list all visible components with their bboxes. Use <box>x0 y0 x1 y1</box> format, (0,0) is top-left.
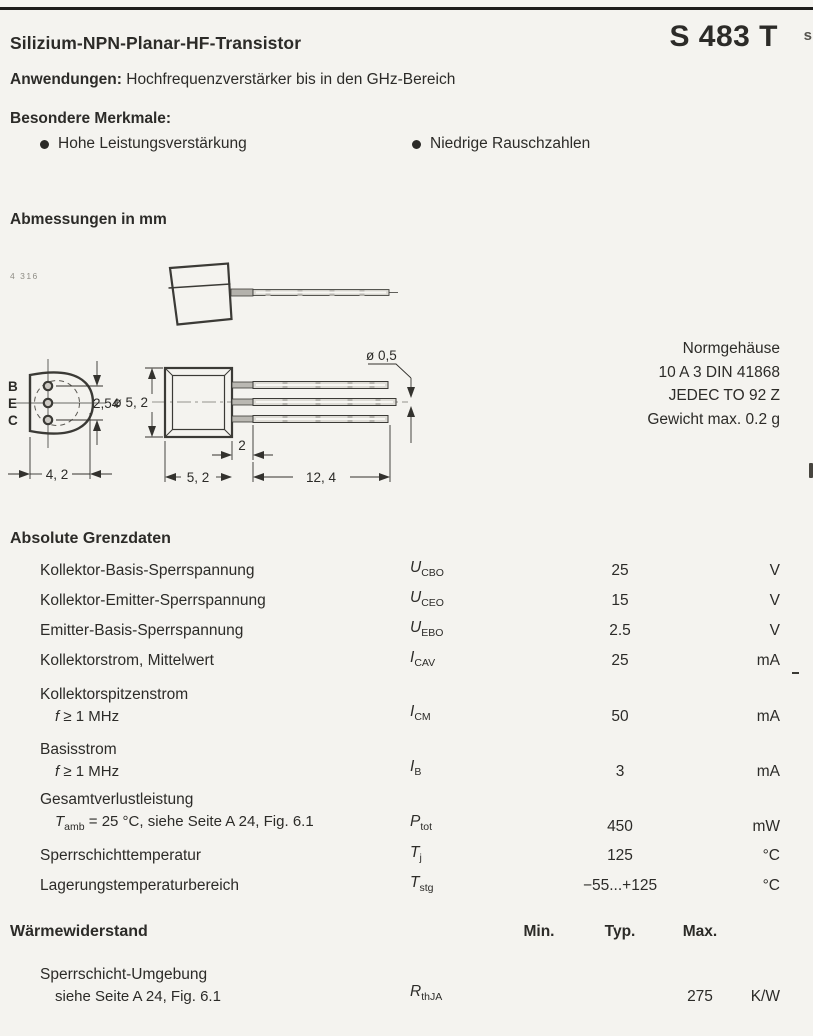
rating-label: Lagerungstemperaturbereich <box>40 877 240 894</box>
form-number: 4 316 <box>10 271 39 281</box>
pin-label-b: B <box>8 379 18 394</box>
rating-unit: °C <box>762 847 780 864</box>
thermal-rows <box>0 956 813 1011</box>
applications-text: Hochfrequenzverstärker bis in den GHz-Bereich <box>121 71 456 88</box>
dim-label-body-length: 5, 2 <box>186 470 210 485</box>
side-view <box>152 368 408 437</box>
feature-item <box>40 135 247 153</box>
rating-value: 3 <box>615 763 625 780</box>
bullet-icon <box>412 140 421 149</box>
thermal-header <box>0 922 813 942</box>
rating-unit: mA <box>756 763 780 780</box>
rating-row <box>0 871 813 901</box>
dim-label-lead-length: 12, 4 <box>305 470 337 485</box>
rating-symbol: $I_{CAV}$ <box>410 649 436 670</box>
rating-row <box>0 586 813 616</box>
rating-value: 450 <box>607 818 633 835</box>
page-title: Silizium-NPN-Planar-HF-Transistor <box>10 33 302 53</box>
rating-label: Kollektor-Emitter-Sperrspannung <box>40 592 266 609</box>
part-number: S 483 T <box>669 20 778 53</box>
thermal-section <box>0 922 813 1011</box>
rating-row <box>0 841 813 871</box>
rating-symbol: $P_{tot}$ <box>410 812 433 833</box>
package-info-line: Gewicht max. 0.2 g <box>647 410 780 428</box>
rating-symbol: $I_B$ <box>410 757 422 778</box>
rating-symbol: $U_{CEO}$ <box>410 589 444 610</box>
dimensions-heading: Abmessungen in mm <box>10 211 167 228</box>
feature-item <box>412 135 590 153</box>
rating-value: 2.5 <box>609 622 631 639</box>
rating-label: Kollektorspitzenstrom f ≥ 1 MHz <box>40 686 189 725</box>
thermal-max: 275 <box>687 988 713 1005</box>
rating-row <box>0 616 813 646</box>
ratings-rows <box>0 556 813 901</box>
rating-label: Gesamtverlustleistung $T_{amb} = 25$ °C, siehe Seite A 24, Fig. 6.1 <box>40 791 314 833</box>
page-edge-mark <box>809 463 813 478</box>
rating-label: Kollektorstrom, Mittelwert <box>40 652 214 669</box>
applications-line <box>10 71 455 89</box>
col-header-max: Max. <box>682 923 718 940</box>
package-info-line: JEDEC TO 92 Z <box>668 387 780 404</box>
page-edge-text-artifact: s <box>803 27 812 44</box>
rating-label: Basisstrom f ≥ 1 MHz <box>40 741 120 780</box>
rating-unit: °C <box>762 877 780 894</box>
rating-unit: mA <box>756 652 780 669</box>
col-header-min: Min. <box>523 923 555 940</box>
rating-row <box>0 676 813 731</box>
rating-symbol: $T_{stg}$ <box>410 874 434 895</box>
rating-value: −55...+125 <box>582 877 658 894</box>
thermal-symbol: $R_{thJA}$ <box>410 982 443 1003</box>
feature-label: Niedrige Rauschzahlen <box>430 135 591 152</box>
thermal-label: Sperrschicht-Umgebung siehe Seite A 24, Fig. 6.1 <box>40 966 221 1005</box>
thermal-unit: K/W <box>750 988 780 1005</box>
header <box>10 20 778 54</box>
thermal-row <box>0 956 813 1011</box>
rating-row <box>0 731 813 786</box>
package-info-line: Normgehäuse <box>682 340 780 357</box>
rating-label: Sperrschichttemperatur <box>40 847 202 864</box>
dim-label-body-dia: ø 5, 2 <box>113 395 148 410</box>
feature-label: Hohe Leistungsverstärkung <box>58 135 247 152</box>
rating-symbol: $U_{EBO}$ <box>410 619 444 640</box>
rating-row <box>0 556 813 586</box>
dim-label-flat-width: 4, 2 <box>45 467 69 482</box>
package-info <box>647 337 780 431</box>
pin-label-e: E <box>8 396 18 411</box>
thermal-heading: Wärmewiderstand <box>10 923 148 940</box>
ratings-heading: Absolute Grenzdaten <box>10 530 171 547</box>
rating-symbol: $U_{CBO}$ <box>410 559 444 580</box>
applications-label: Anwendungen: <box>10 71 122 88</box>
pin-label-c: C <box>8 413 18 428</box>
top-rule <box>0 7 813 10</box>
dim-label-lead-dia: ø 0,5 <box>366 348 397 363</box>
rating-symbol: $I_{CM}$ <box>410 702 431 723</box>
dim-label-lead-offset: 2 <box>238 438 246 453</box>
rating-row <box>0 786 813 841</box>
bullet-icon <box>40 140 49 149</box>
rating-label: Emitter-Basis-Sperrspannung <box>40 622 244 639</box>
rating-unit: V <box>769 622 780 639</box>
rating-row <box>0 646 813 676</box>
col-header-typ: Typ. <box>604 923 636 940</box>
rating-symbol: $T_j$ <box>410 844 422 865</box>
rating-unit: mA <box>756 708 780 725</box>
dim-label-pin-pitch: 2,54 <box>93 396 120 411</box>
rating-label: Kollektor-Basis-Sperrspannung <box>40 562 255 579</box>
rating-unit: V <box>769 562 780 579</box>
features-heading: Besondere Merkmale: <box>10 110 172 127</box>
rating-value: 50 <box>611 708 629 725</box>
perspective-view <box>169 264 399 325</box>
rating-unit: mW <box>752 818 780 835</box>
rating-unit: V <box>769 592 780 609</box>
rating-value: 25 <box>611 652 629 669</box>
rating-value: 25 <box>611 562 629 579</box>
package-info-line: 10 A 3 DIN 41868 <box>658 363 780 381</box>
page-edge-mark <box>792 672 799 674</box>
rating-value: 125 <box>607 847 633 864</box>
ratings-section <box>0 530 813 901</box>
rating-value: 15 <box>611 592 629 609</box>
